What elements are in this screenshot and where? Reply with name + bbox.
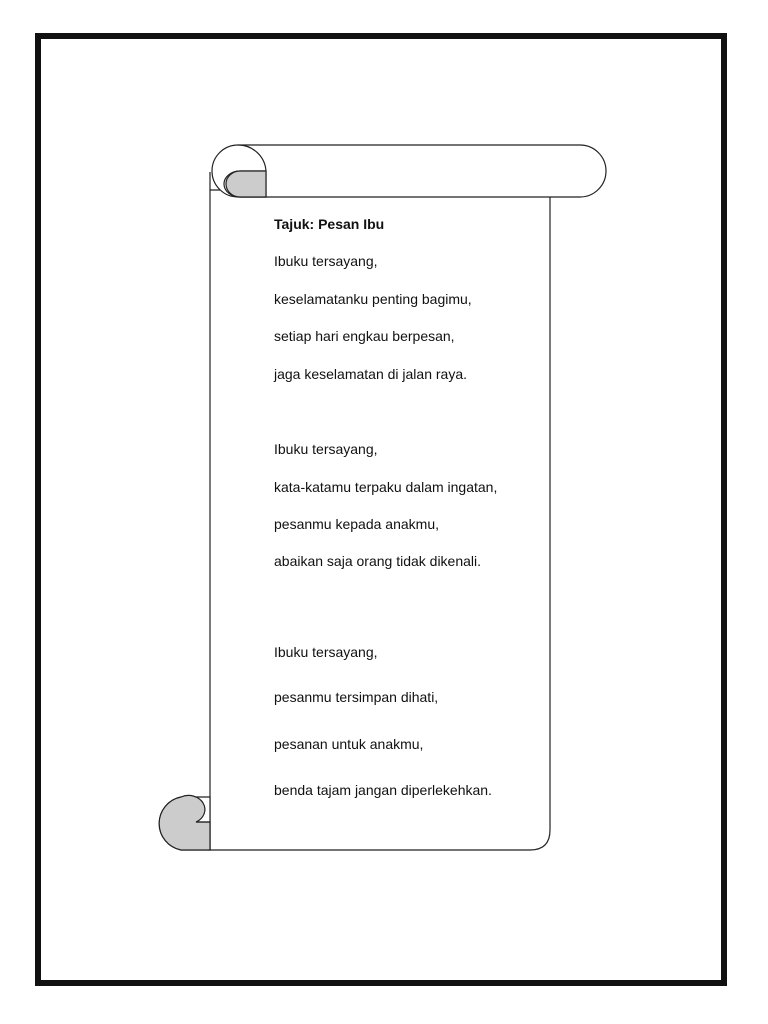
poem-line: kata-katamu terpaku dalam ingatan, [274, 479, 498, 495]
poem-line: setiap hari engkau berpesan, [274, 328, 455, 344]
poem-line: Ibuku tersayang, [274, 644, 378, 660]
poem-line: pesanan untuk anakmu, [274, 736, 424, 752]
poem-line: pesanmu kepada anakmu, [274, 516, 439, 532]
poem-title: Tajuk: Pesan Ibu [274, 216, 385, 232]
poem-line: jaga keselamatan di jalan raya. [274, 366, 468, 382]
scroll-top-curl-shade [226, 171, 266, 197]
poem-line: abaikan saja orang tidak dikenali. [274, 553, 482, 569]
poem-line: Ibuku tersayang, [274, 441, 378, 457]
poem-line: pesanmu tersimpan dihati, [274, 689, 439, 705]
scroll-bottom-curl-shade [159, 795, 210, 850]
poem-line: keselamatanku penting bagimu, [274, 291, 472, 307]
poem-line: Ibuku tersayang, [274, 253, 378, 269]
scroll-top-roll [212, 145, 606, 197]
poem-line: benda tajam jangan diperlekehkan. [274, 782, 492, 798]
